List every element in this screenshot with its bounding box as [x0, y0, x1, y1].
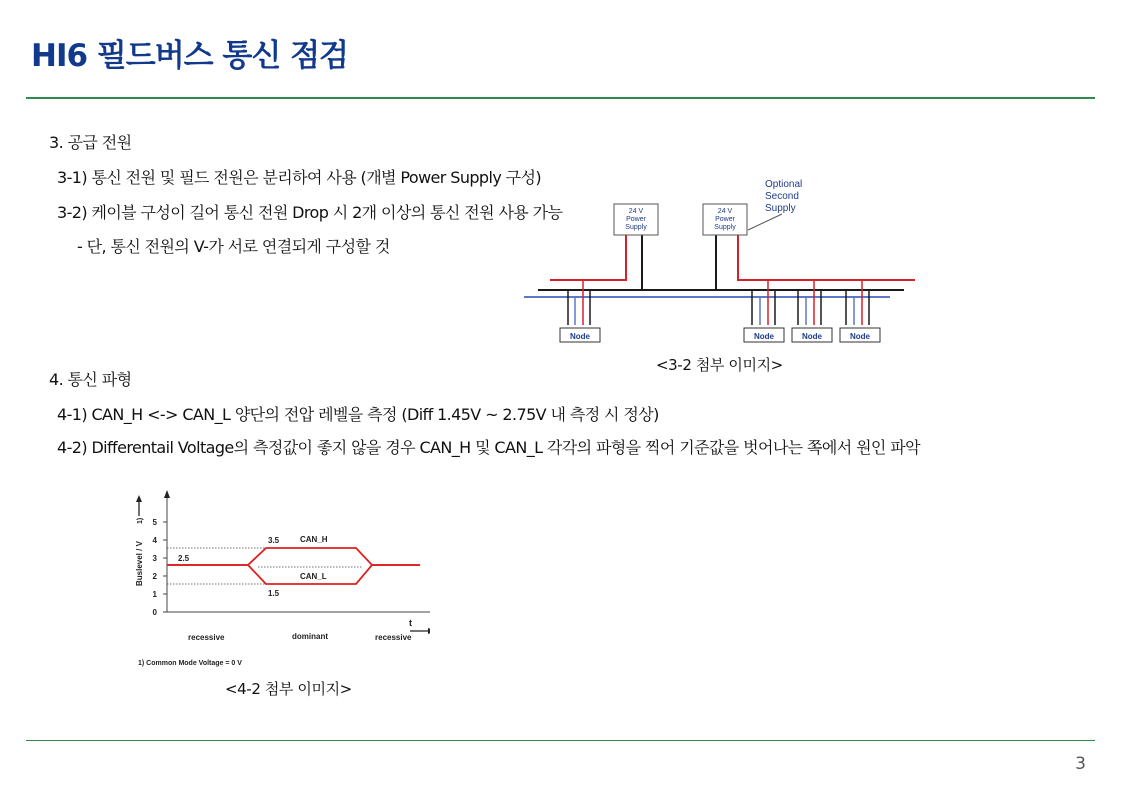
level-low: 1.5: [268, 589, 280, 598]
section3-item1: 3-1) 통신 전원 및 필드 전원은 분리하여 사용 (개별 Power Supply 구성): [57, 168, 542, 187]
y-axis-label: Buslevel / V: [135, 541, 144, 586]
figure2-caption: <4-2 첨부 이미지>: [225, 680, 352, 698]
psu2-line1: 24 V: [717, 208, 733, 215]
label-can-l: CAN_L: [300, 572, 327, 581]
optional-line3: Supply: [765, 203, 796, 214]
optional-line2: Second: [765, 191, 799, 202]
level-recessive: 2.5: [178, 554, 190, 563]
tick-3: 3: [152, 554, 157, 563]
label-can-h: CAN_H: [300, 535, 328, 544]
phase-dominant: dominant: [292, 632, 328, 641]
tick-1: 1: [152, 590, 157, 599]
psu1-line1: 24 V: [628, 208, 644, 215]
tick-0: 0: [152, 608, 157, 617]
phase-recessive-1: recessive: [188, 633, 225, 642]
section4-item1: 4-1) CAN_H <-> CAN_L 양단의 전압 레벨을 측정 (Diff 1.45V ~ 2.75V 내 측정 시 정상): [57, 405, 659, 424]
tick-2: 2: [152, 572, 157, 581]
page-number: 3: [1075, 754, 1086, 774]
level-high: 3.5: [268, 536, 280, 545]
can-bus-level-diagram: [130, 486, 430, 672]
can-l-line: [167, 565, 420, 584]
tick-5: 5: [152, 518, 157, 527]
section3-item2: 3-2) 케이블 구성이 길어 통신 전원 Drop 시 2개 이상의 통신 전원 사용 가능: [57, 203, 563, 222]
node-label-2: Node: [754, 332, 774, 341]
section4-item2: 4-2) Differentail Voltage의 측정값이 좋지 않을 경우 CAN_H 및 CAN_L 각각의 파형을 찍어 기준값을 벗어나는 쪽에서 원인 파악: [57, 438, 920, 457]
psu1-line3: Supply: [625, 224, 647, 231]
section4-heading: 4. 통신 파형: [49, 370, 132, 389]
title-divider: [26, 97, 1095, 99]
footer-divider: [26, 740, 1095, 741]
section3-heading: 3. 공급 전원: [49, 133, 132, 152]
footnote: 1) Common Mode Voltage = 0 V: [138, 660, 242, 667]
psu2-line2: Power: [715, 216, 735, 223]
node-label-4: Node: [850, 332, 870, 341]
phase-recessive-2: recessive: [375, 633, 412, 642]
psu2-line3: Supply: [714, 224, 736, 231]
page-title: HI6 필드버스 통신 점검: [31, 38, 348, 74]
power-supply-diagram: [520, 170, 920, 350]
node-label-3: Node: [802, 332, 822, 341]
y-axis-note: 1): [137, 517, 144, 524]
can-h-line: [167, 548, 420, 565]
node-label-1: Node: [570, 332, 590, 341]
figure1-caption: <3-2 첨부 이미지>: [656, 356, 783, 374]
x-axis-label: t: [409, 618, 412, 628]
optional-line1: Optional: [765, 179, 803, 190]
tick-4: 4: [152, 536, 157, 545]
section3-sub: - 단, 통신 전원의 V-가 서로 연결되게 구성할 것: [77, 237, 390, 256]
psu1-line2: Power: [626, 216, 646, 223]
